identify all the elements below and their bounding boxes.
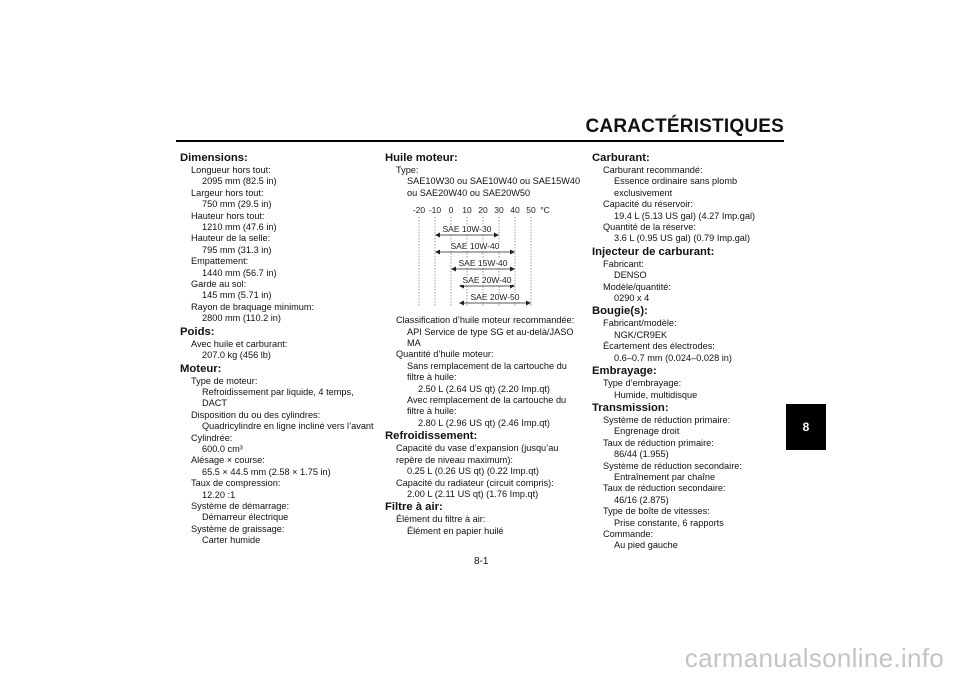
spec-line: filtre à huile:	[407, 372, 457, 383]
temp-tick-label: 0	[448, 205, 454, 216]
spec-line: Type d’embrayage:	[603, 378, 682, 389]
spec-line: Garde au sol:	[191, 279, 247, 290]
spec-line: Commande:	[603, 528, 654, 539]
spec-line: Quantité de la réserve:	[603, 222, 696, 233]
spec-line: Taux de réduction secondaire:	[603, 483, 726, 494]
spec-line: Taux de réduction primaire:	[603, 437, 714, 448]
spec-line: 145 mm (5.71 in)	[202, 290, 272, 301]
page-number: 8-1	[474, 556, 489, 567]
column-1	[180, 151, 380, 547]
spec-line: 65.5 × 44.5 mm (2.58 × 1.75 in)	[202, 466, 331, 477]
spec-line: 46/16 (2.875)	[614, 494, 669, 505]
section-heading: Transmission:	[592, 401, 669, 414]
arrow-left-icon	[435, 233, 440, 238]
spec-line: SAE10W30 ou SAE10W40 ou SAE15W40	[407, 176, 581, 187]
spec-line: exclusivement	[614, 187, 673, 198]
spec-line: Entraînement par chaîne	[614, 471, 716, 482]
section-heading: Carburant:	[592, 152, 650, 164]
temp-tick-label: 40	[510, 205, 520, 216]
spec-line: 86/44 (1.955)	[614, 449, 669, 460]
spec-line: 2.80 L (2.96 US qt) (2.46 Imp.qt)	[418, 417, 550, 428]
spec-line: 2.00 L (2.11 US qt) (1.76 Imp.qt)	[407, 488, 539, 499]
arrow-right-icon	[526, 301, 531, 306]
viscosity-grade-label: SAE 20W-40	[462, 275, 512, 286]
column-3	[592, 151, 792, 552]
spec-line: repère de niveau maximum):	[396, 454, 513, 465]
arrow-right-icon	[510, 267, 515, 272]
arrow-right-icon	[510, 250, 515, 255]
spec-line: Empattement:	[191, 256, 249, 267]
section-heading: Bougie(s):	[592, 305, 648, 318]
watermark-footer: carmanualsonline.info	[684, 643, 944, 673]
spec-line: 600.0 cm³	[202, 443, 243, 454]
section-heading: Embrayage:	[592, 365, 657, 378]
spec-line: DACT	[202, 398, 228, 409]
arrow-left-icon	[435, 250, 440, 255]
spec-line: 0290 x 4	[614, 293, 650, 304]
spec-line: 12.20 :1	[202, 489, 236, 500]
spec-line: Élément du filtre à air:	[396, 514, 486, 525]
arrow-left-icon	[451, 267, 456, 272]
spec-line: Type:	[396, 165, 419, 175]
spec-line: 2.50 L (2.64 US qt) (2.20 Imp.qt)	[418, 383, 550, 394]
spec-line: Classification d’huile moteur recommandée:	[396, 315, 575, 326]
spec-line: Système de démarrage:	[191, 500, 290, 511]
section-heading: Poids:	[180, 325, 215, 338]
spec-line: Alésage × course:	[191, 455, 265, 466]
spec-line: Taux de compression:	[191, 478, 281, 489]
spec-line: Élément en papier huilé	[407, 525, 504, 536]
viscosity-grade-label: SAE 15W-40	[458, 258, 508, 269]
spec-line: Rayon de braquage minimum:	[191, 301, 315, 312]
spec-line: Avec huile et carburant:	[191, 338, 288, 349]
temp-tick-label: -10	[428, 205, 442, 216]
spec-line: 0.25 L (0.26 US qt) (0.22 Imp.qt)	[407, 466, 539, 477]
spec-line: 2800 mm (110.2 in)	[202, 313, 281, 324]
section-heading: Dimensions:	[180, 152, 248, 164]
column-2	[385, 151, 585, 537]
page-title: CARACTÉRISTIQUES	[585, 116, 784, 137]
spec-line: Type de moteur:	[191, 375, 258, 386]
spec-line: Système de graissage:	[191, 523, 285, 534]
spec-line: 2095 mm (82.5 in)	[202, 176, 277, 187]
spec-line: Largeur hors tout:	[191, 187, 264, 198]
oil-cooling-filter-block	[385, 315, 585, 537]
viscosity-grade-label: SAE 10W-30	[442, 224, 492, 235]
spec-line: Cylindrée:	[191, 432, 233, 443]
spec-line: MA	[407, 338, 421, 349]
spec-line: 750 mm (29.5 in)	[202, 199, 272, 210]
temp-tick-label: 20	[478, 205, 488, 216]
spec-line: Avec remplacement de la cartouche du	[407, 395, 567, 406]
section-heading: Injecteur de carburant:	[592, 245, 715, 258]
spec-line: Refroidissement par liquide, 4 temps,	[202, 386, 354, 397]
spec-line: Fabricant:	[603, 258, 644, 269]
spec-line: Carter humide	[202, 535, 261, 546]
temp-tick-label: 30	[494, 205, 504, 216]
spec-line: 19.4 L (5.13 US gal) (4.27 Imp.gal)	[614, 210, 756, 221]
temp-tick-label: 10	[462, 205, 472, 216]
spec-line: Capacité du vase d’expansion (jusqu’au	[396, 443, 559, 454]
spec-line: Sans remplacement de la cartouche du	[407, 360, 567, 371]
section-heading: Moteur:	[180, 362, 222, 375]
spec-line: Système de réduction primaire:	[603, 414, 731, 425]
spec-line: Démarreur électrique	[202, 512, 289, 523]
spec-line: Quantité d’huile moteur:	[396, 349, 494, 360]
spec-line: Écartement des électrodes:	[603, 341, 715, 352]
spec-line: NGK/CR9EK	[614, 329, 668, 340]
temp-unit-label: °C	[540, 205, 550, 216]
spec-line: Fabricant/modèle:	[603, 318, 677, 329]
spec-line: Essence ordinaire sans plomb	[614, 176, 738, 187]
temp-tick-label: 50	[526, 205, 536, 216]
spec-line: 0.6–0.7 mm (0.024–0.028 in)	[614, 352, 732, 363]
temp-tick-label: -20	[412, 205, 426, 216]
spec-line: Longueur hors tout:	[191, 165, 271, 175]
spec-line: Hauteur de la selle:	[191, 233, 271, 244]
title-rule	[176, 140, 784, 142]
spec-line: 795 mm (31.3 in)	[202, 244, 272, 255]
chapter-tab: 8	[786, 404, 826, 450]
section-heading: Huile moteur:	[385, 152, 458, 164]
section-heading: Refroidissement:	[385, 430, 478, 443]
spec-line: Au pied gauche	[614, 540, 678, 551]
spec-line: Système de réduction secondaire:	[603, 460, 742, 471]
spec-line: 207.0 kg (456 lb)	[202, 350, 271, 361]
spec-line: Quadricylindre en ligne incliné vers l’avant	[202, 421, 374, 432]
oil-type-block	[385, 152, 585, 199]
spec-line: Humide, multidisque	[614, 389, 698, 400]
oil-viscosity-chart	[409, 203, 559, 311]
spec-line: Type de boîte de vitesses:	[603, 506, 710, 517]
spec-line: filtre à huile:	[407, 406, 457, 417]
viscosity-grade-label: SAE 10W-40	[450, 241, 500, 252]
arrow-left-icon	[459, 301, 464, 306]
spec-line: DENSO	[614, 270, 647, 281]
spec-line: 3.6 L (0.95 US gal) (0.79 Imp.gal)	[614, 233, 751, 244]
spec-line: Capacité du radiateur (circuit compris):	[396, 477, 554, 488]
spec-line: Engrenage droit	[614, 426, 680, 437]
spec-line: 1440 mm (56.7 in)	[202, 267, 277, 278]
spec-line: Hauteur hors tout:	[191, 210, 265, 221]
arrow-right-icon	[494, 233, 499, 238]
spec-line: Disposition du ou des cylindres:	[191, 409, 321, 420]
section-heading: Filtre à air:	[385, 501, 443, 514]
spec-line: Prise constante, 6 rapports	[614, 517, 724, 528]
spec-line: API Service de type SG et au-delà/JASO	[407, 326, 574, 337]
spec-line: Modèle/quantité:	[603, 281, 671, 292]
viscosity-grade-label: SAE 20W-50	[470, 292, 520, 303]
spec-line: Carburant recommandé:	[603, 165, 703, 175]
spec-line: Capacité du réservoir:	[603, 199, 693, 210]
spec-line: 1210 mm (47.6 in)	[202, 222, 277, 233]
spec-line: ou SAE20W40 ou SAE20W50	[407, 187, 531, 198]
